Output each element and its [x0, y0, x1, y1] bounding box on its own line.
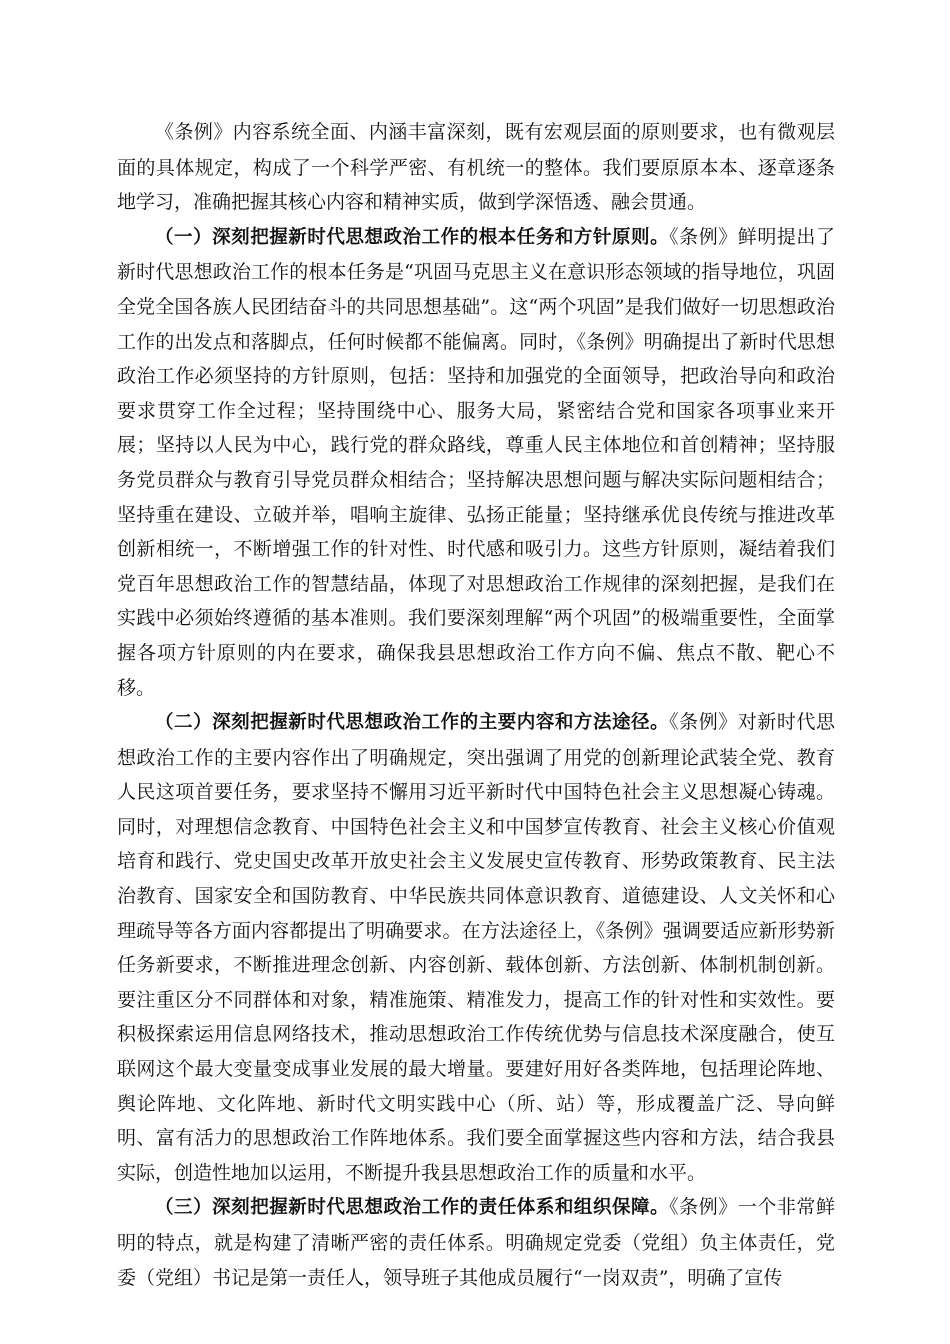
paragraph-text: 《条例》一个非常鲜明的特点，就是构建了清晰严密的责任体系。明确规定党委（党组）负主体责任，党委（党组）书记是第一责任人，领导班子其他成员履行“一岗双责”，明确了宣传 — [117, 1196, 835, 1289]
paragraph-intro — [117, 115, 835, 220]
paragraph-text: 《条例》鲜明提出了新时代思想政治工作的根本任务是“巩固马克思主义在意识形态领域的指导地位，巩固全党全国各族人民团结奋斗的共同思想基础”。这“两个巩固”是我们做好一切思想政治工作的出发点和落脚点，任何时候都不能偏离。同时，《条例》明确提出了新时代思想政治工作必须坚持的方针原则，包括：坚持和加强党的全面领导，把政治导向和政治要求贯穿工作全过程；坚持围绕中心、服务大局，紧密结合党和国家各项事业来开展；坚持以人民为中心，践行党的群众路线，尊重人民主体地位和首创精神；坚持服务党员群众与教育引导党员群众相结合；坚持解决思想问题与解决实际问题相结合；坚持重在建设、立破并举，唱响主旋律、弘扬正能量；坚持继承优良传统与推进改革创新相统一，不断增强工作的针对性、时代感和吸引力。这些方针原则，凝结着我们党百年思想政治工作的智慧结晶，体现了对思想政治工作规律的深刻把握，是我们在实践中必须始终遵循的基本准则。我们要深刻理解“两个巩固”的极端重要性，全面掌握各项方针原则的内在要求，确保我县思想政治工作方向不偏、焦点不散、靶心不移。 — [117, 225, 835, 699]
paragraph-text: 《条例》内容系统全面、内涵丰富深刻，既有宏观层面的原则要求，也有微观层面的具体规定，构成了一个科学严密、有机统一的整体。我们要原原本本、逐章逐条地学习，准确把握其核心内容和精神实质，做到学深悟透、融会贯通。 — [117, 121, 835, 214]
paragraph-section-1 — [117, 220, 835, 705]
paragraph-heading: （三）深刻把握新时代思想政治工作的责任体系和组织保障。 — [155, 1197, 670, 1219]
paragraph-heading: （一）深刻把握新时代思想政治工作的根本任务和方针原则。 — [155, 226, 670, 248]
paragraph-heading: （二）深刻把握新时代思想政治工作的主要内容和方法途径。 — [155, 712, 670, 734]
paragraph-text: 《条例》对新时代思想政治工作的主要内容作出了明确规定，突出强调了用党的创新理论武装全党、教育人民这项首要任务，要求坚持不懈用习近平新时代中国特色社会主义思想凝心铸魂。同时，对理想信念教育、中国特色社会主义和中国梦宣传教育、社会主义核心价值观培育和践行、党史国史改革开放史社会主义发展史宣传教育、形势政策教育、民主法治教育、国家安全和国防教育、中华民族共同体意识教育、道德建设、人文关怀和心理疏导等各方面内容都提出了明确要求。在方法途径上，《条例》强调要适应新形势新任务新要求，不断推进理念创新、内容创新、载体创新、方法创新、体制机制创新。要注重区分不同群体和对象，精准施策、精准发力，提高工作的针对性和实效性。要积极探索运用信息网络技术，推动思想政治工作传统优势与信息技术深度融合，使互联网这个最大变量变成事业发展的最大增量。要建好用好各类阵地，包括理论阵地、舆论阵地、文化阵地、新时代文明实践中心（所、站）等，形成覆盖广泛、导向鲜明、富有活力的思想政治工作阵地体系。我们要全面掌握这些内容和方法，结合我县实际，创造性地加以运用，不断提升我县思想政治工作的质量和水平。 — [117, 711, 835, 1184]
document-body — [117, 115, 835, 1295]
paragraph-section-2 — [117, 705, 835, 1190]
paragraph-section-3 — [117, 1190, 835, 1295]
